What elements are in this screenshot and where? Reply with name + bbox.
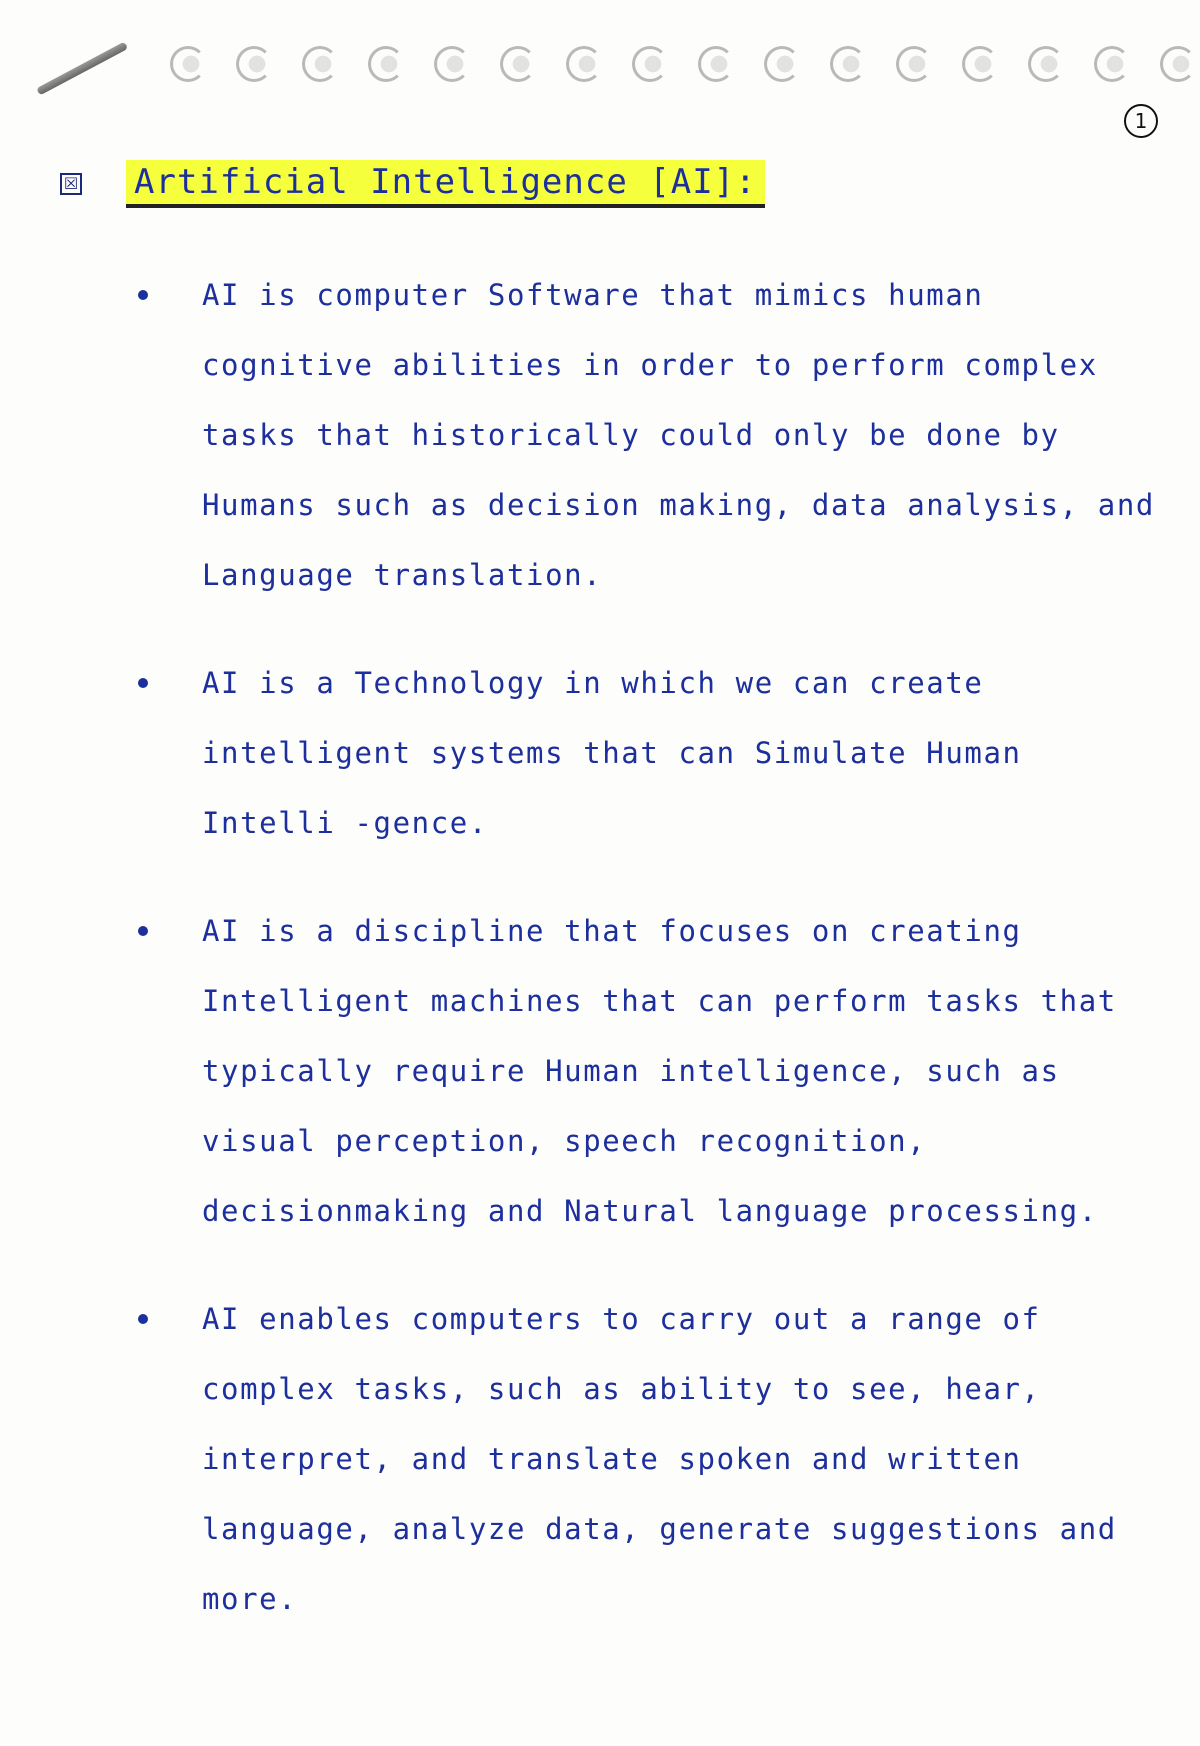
binding-ring (236, 46, 272, 82)
bullet-list (120, 260, 1160, 1634)
binding-ring (830, 46, 866, 82)
bullet-icon (138, 1314, 148, 1324)
bullet-text: AI is a discipline that focuses on creating Intelligent machines that can perform tasks that typically require Human intelligence, such as visual perception, speech recognition, decisionmaking and Natural language processing. (202, 914, 1117, 1228)
bullet-text: AI is a Technology in which we can create intelligent systems that can Simulate Human Intelli -gence. (202, 666, 1022, 840)
binding-ring (1094, 46, 1130, 82)
binding-ring (500, 46, 536, 82)
list-item (120, 648, 1160, 858)
page-number: 1 (1124, 104, 1158, 138)
bullet-icon (138, 926, 148, 936)
binding-ring (896, 46, 932, 82)
binding-ring (764, 46, 800, 82)
binding-ring (1160, 46, 1196, 82)
list-item (120, 1284, 1160, 1634)
binding-ring (170, 46, 206, 82)
spiral-binding (170, 46, 1196, 82)
page-title: Artificial Intelligence [AI]: (126, 160, 765, 208)
list-item (120, 896, 1160, 1246)
list-item (120, 260, 1160, 610)
binding-ring (698, 46, 734, 82)
bullet-icon (138, 290, 148, 300)
heading (60, 160, 765, 208)
bullet-icon (138, 678, 148, 688)
pencil-icon (36, 42, 128, 96)
bullet-text: AI enables computers to carry out a range of complex tasks, such as ability to see, hear, interpret, and translate spoken and written language, analyze data, generate suggestions and more. (202, 1302, 1117, 1616)
binding-ring (962, 46, 998, 82)
checkbox-marker-icon: ☒ (60, 173, 82, 195)
binding-ring (302, 46, 338, 82)
binding-ring (566, 46, 602, 82)
binding-ring (1028, 46, 1064, 82)
binding-ring (434, 46, 470, 82)
bullet-text: AI is computer Software that mimics human cognitive abilities in order to perform complex tasks that historically could only be done by Humans such as decision making, data analysis, and Language translation. (202, 278, 1155, 592)
binding-ring (632, 46, 668, 82)
binding-ring (368, 46, 404, 82)
